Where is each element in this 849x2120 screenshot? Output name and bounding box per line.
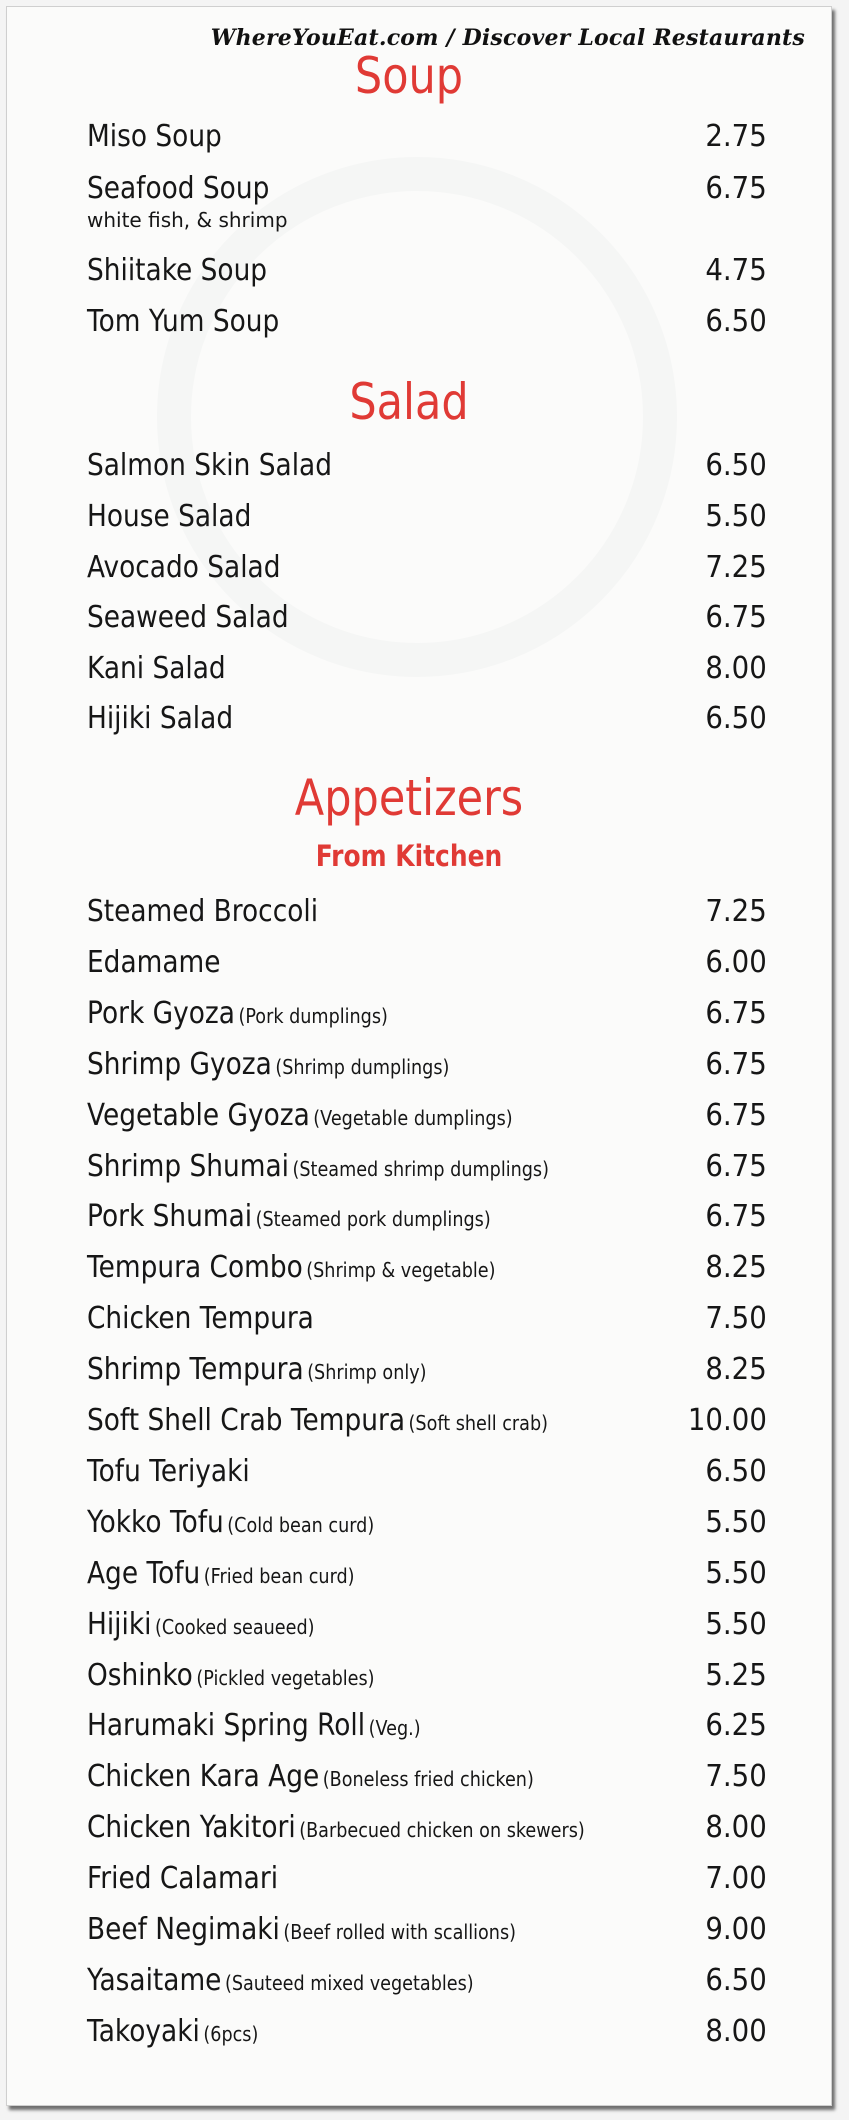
menu-item [87,1658,767,1693]
item-note: (Fried bean curd) [203,1564,355,1588]
menu-item [87,448,767,483]
item-name: Avocado Salad [87,550,281,585]
item-price: 5.50 [705,1505,767,1540]
menu-item [87,1607,767,1642]
item-price: 5.50 [705,1607,767,1642]
item-price: 6.50 [705,448,767,483]
item-price: 6.75 [705,996,767,1031]
menu-item [87,1403,767,1438]
item-price: 4.75 [705,253,767,288]
item-name: Shrimp Shumai (Steamed shrimp dumplings) [87,1149,549,1184]
item-price: 6.50 [705,1963,767,1998]
item-note: (Shrimp dumplings) [275,1055,450,1079]
section-title-soup: Soup [354,47,464,105]
item-name: Shiitake Soup [87,253,268,288]
item-note: (Barbecued chicken on skewers) [299,1818,585,1842]
item-price: 6.75 [705,1149,767,1184]
menu-item [87,253,767,288]
item-price: 7.50 [705,1301,767,1336]
item-note: (Vegetable dumplings) [313,1106,513,1130]
item-name: Salmon Skin Salad [87,448,332,483]
section-title-appetizers: Appetizers [294,769,524,827]
item-note: (Steamed shrimp dumplings) [292,1157,549,1181]
menu-item [87,1861,767,1896]
item-name: Yasaitame (Sauteed mixed vegetables) [87,1963,474,1998]
item-price: 7.00 [705,1861,767,1896]
menu-item [87,651,767,686]
menu-item [87,119,767,154]
item-name: Yokko Tofu (Cold bean curd) [87,1505,375,1540]
item-name: Hijiki (Cooked seaueed) [87,1607,315,1642]
item-note: (Shrimp & vegetable) [306,1258,496,1282]
menu-item [87,2014,767,2049]
item-note: (Soft shell crab) [408,1411,548,1435]
item-price: 8.00 [705,651,767,686]
item-name: Edamame [87,945,221,980]
item-name: Seafood Soup [87,171,270,206]
item-name: Takoyaki (6pcs) [87,2014,259,2049]
item-price: 5.50 [705,1556,767,1591]
item-name: Seaweed Salad [87,600,289,635]
item-note: (Sauteed mixed vegetables) [224,1971,474,1995]
item-note: (Pork dumplings) [238,1004,388,1028]
item-name: Age Tofu (Fried bean curd) [87,1556,355,1591]
item-name: Chicken Tempura [87,1301,314,1336]
item-name: Tofu Teriyaki [87,1454,250,1489]
menu-item [87,1149,767,1184]
menu-item [87,1454,767,1489]
item-name: Chicken Kara Age (Boneless fried chicken) [87,1759,534,1794]
menu-item [87,1098,767,1133]
item-name: Pork Shumai (Steamed pork dumplings) [87,1199,491,1234]
item-description: white fish, & shrimp [87,208,288,232]
item-name: Beef Negimaki (Beef rolled with scallions) [87,1912,516,1947]
item-price: 6.50 [705,304,767,339]
menu-item [87,1301,767,1336]
menu-item [87,1708,767,1743]
menu-item [87,600,767,635]
item-name: Vegetable Gyoza (Vegetable dumplings) [87,1098,513,1133]
item-price: 2.75 [705,119,767,154]
item-price: 6.75 [705,171,767,206]
item-price: 8.25 [705,1250,767,1285]
menu-item [87,1810,767,1845]
menu-item [87,171,767,232]
menu-item [87,1556,767,1591]
item-price: 6.00 [705,945,767,980]
section-title-salad: Salad [349,373,469,431]
menu-item [87,894,767,929]
section-subtitle-appetizers: From Kitchen [315,839,503,873]
item-price: 6.25 [705,1708,767,1743]
item-name: Miso Soup [87,119,222,154]
item-name: Kani Salad [87,651,226,686]
item-price: 7.25 [705,894,767,929]
item-note: (Boneless fried chicken) [322,1767,534,1791]
item-price: 5.50 [705,499,767,534]
item-name: Fried Calamari [87,1861,279,1896]
item-name: Tom Yum Soup [87,304,280,339]
item-name: House Salad [87,499,252,534]
menu-item [87,1963,767,1998]
menu-item [87,550,767,585]
item-price: 5.25 [705,1658,767,1693]
item-note: (Shrimp only) [307,1360,427,1384]
menu-item [87,1250,767,1285]
item-name: Harumaki Spring Roll (Veg.) [87,1708,421,1743]
item-note: (Pickled vegetables) [196,1666,375,1690]
item-note: (Cooked seaueed) [155,1615,315,1639]
item-name: Hijiki Salad [87,701,234,736]
menu-item [87,304,767,339]
item-name: Soft Shell Crab Tempura (Soft shell crab) [87,1403,548,1438]
item-name: Pork Gyoza (Pork dumplings) [87,996,388,1031]
menu-item [87,701,767,736]
site-watermark: WhereYouEat.com / Discover Local Restaurants [210,25,805,51]
item-name: Chicken Yakitori (Barbecued chicken on skewers) [87,1810,585,1845]
menu-item [87,1352,767,1387]
item-price: 6.75 [705,600,767,635]
item-price: 6.50 [705,701,767,736]
item-price: 8.25 [705,1352,767,1387]
menu-item [87,1505,767,1540]
item-note: (Cold bean curd) [227,1513,375,1537]
item-name: Tempura Combo (Shrimp & vegetable) [87,1250,496,1285]
item-price: 8.00 [705,2014,767,2049]
item-price: 6.75 [705,1047,767,1082]
item-note: (Steamed pork dumplings) [255,1207,491,1231]
item-price: 10.00 [687,1403,767,1438]
item-price: 6.75 [705,1199,767,1234]
item-price: 6.50 [705,1454,767,1489]
item-price: 6.75 [705,1098,767,1133]
menu-item [87,996,767,1031]
item-name: Oshinko (Pickled vegetables) [87,1658,375,1693]
item-note: (6pcs) [203,2022,259,2046]
item-price: 7.25 [705,550,767,585]
menu-item [87,1912,767,1947]
menu-item [87,1047,767,1082]
item-name: Steamed Broccoli [87,894,319,929]
menu-item [87,945,767,980]
menu-item [87,1199,767,1234]
item-note: (Beef rolled with scallions) [283,1920,516,1944]
item-name: Shrimp Gyoza (Shrimp dumplings) [87,1047,450,1082]
item-price: 8.00 [705,1810,767,1845]
item-price: 7.50 [705,1759,767,1794]
menu-page [6,6,832,2106]
menu-item [87,1759,767,1794]
item-note: (Veg.) [368,1716,421,1740]
item-price: 9.00 [705,1912,767,1947]
item-name: Shrimp Tempura (Shrimp only) [87,1352,427,1387]
menu-item [87,499,767,534]
